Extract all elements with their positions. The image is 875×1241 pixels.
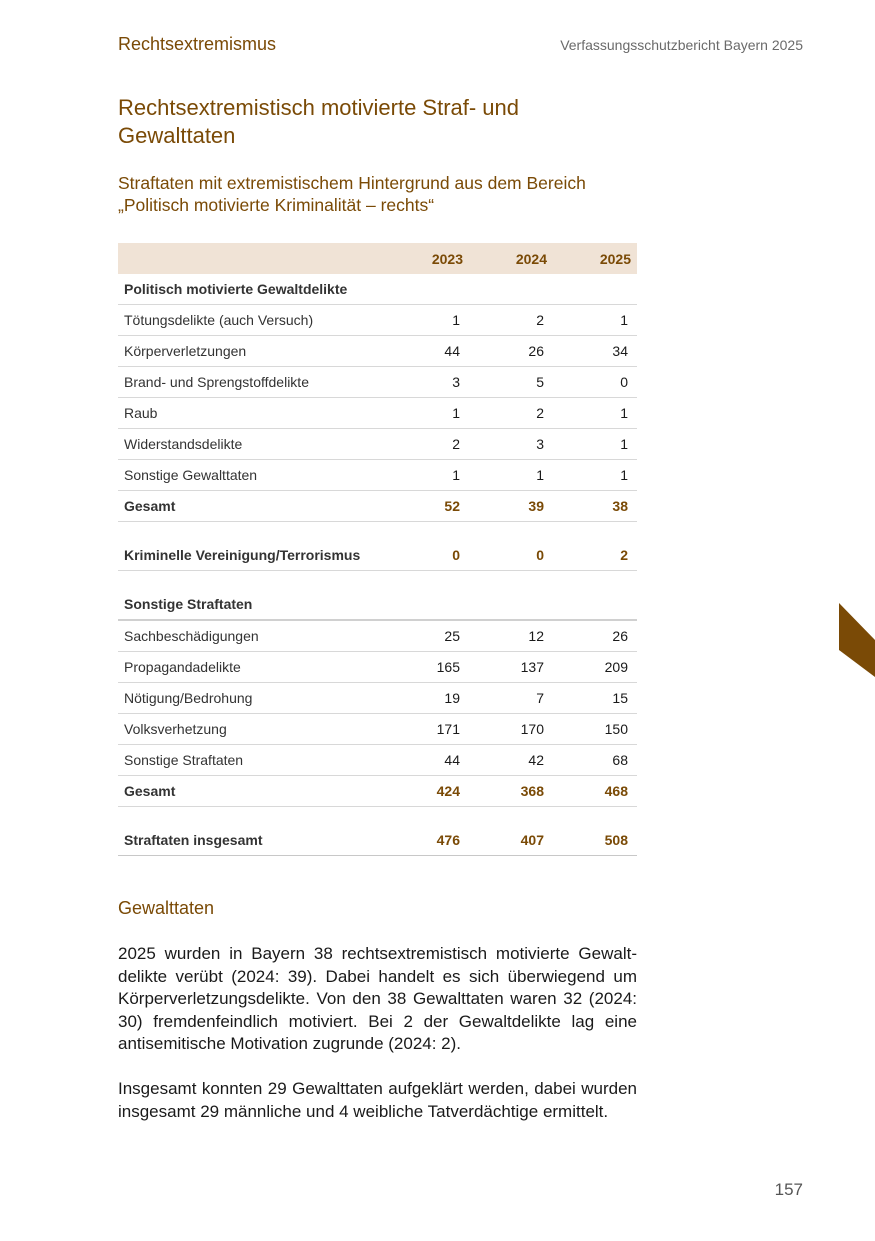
cell-value: 137: [469, 652, 553, 683]
cell-value: 44: [385, 745, 469, 776]
cell-value: 1: [385, 460, 469, 491]
cell-value: 3: [469, 429, 553, 460]
cell-value: 68: [553, 745, 637, 776]
row-label: Propagandadelikte: [118, 652, 385, 683]
row-label: Gesamt: [118, 491, 385, 522]
spacer-row: [118, 522, 637, 541]
cell-value: 368: [469, 776, 553, 807]
cell-value: 1: [553, 305, 637, 336]
cell-value: 1: [553, 398, 637, 429]
cell-value: 2: [553, 540, 637, 571]
spacer-cell: [118, 807, 637, 826]
row-label: Straftaten insgesamt: [118, 825, 385, 856]
table-row: [118, 305, 637, 336]
table-row: [118, 460, 637, 491]
row-label: Nötigung/Bedrohung: [118, 683, 385, 714]
table-row: [118, 367, 637, 398]
row-label: Kriminelle Vereinigung/Terrorismus: [118, 540, 385, 571]
row-label: Tötungsdelikte (auch Versuch): [118, 305, 385, 336]
row-label: Sachbeschädigungen: [118, 620, 385, 652]
cell-value: 407: [469, 825, 553, 856]
table-row: [118, 683, 637, 714]
section-row-other: [118, 589, 637, 620]
page-number: 157: [774, 1180, 803, 1199]
grand-total-row: [118, 825, 637, 856]
cell-value: 25: [385, 620, 469, 652]
year-header: 2023: [385, 243, 469, 274]
spacer-row: [118, 807, 637, 826]
cell-value: 39: [469, 491, 553, 522]
cell-value: 0: [469, 540, 553, 571]
cell-value: 12: [469, 620, 553, 652]
cell-value: 1: [385, 398, 469, 429]
row-label: Brand- und Sprengstoffdelikte: [118, 367, 385, 398]
row-label: Raub: [118, 398, 385, 429]
total-row-other: [118, 776, 637, 807]
table-row: [118, 429, 637, 460]
year-header: 2024: [469, 243, 553, 274]
cell-value: 38: [553, 491, 637, 522]
cell-value: 424: [385, 776, 469, 807]
cell-value: 26: [553, 620, 637, 652]
cell-value: 2: [469, 305, 553, 336]
cell-value: 468: [553, 776, 637, 807]
cell-value: 44: [385, 336, 469, 367]
section-row-violent: [118, 274, 637, 305]
table-row: [118, 652, 637, 683]
report-title: Verfassungsschutzbericht Bayern 2025: [560, 37, 803, 53]
cell-value: 52: [385, 491, 469, 522]
row-label: Sonstige Gewalttaten: [118, 460, 385, 491]
statistics-table: [118, 243, 637, 856]
cell-value: 15: [553, 683, 637, 714]
cell-value: 476: [385, 825, 469, 856]
cell-value: 19: [385, 683, 469, 714]
cell-value: 26: [469, 336, 553, 367]
terror-row: [118, 540, 637, 571]
section-heading: Gewalttaten: [118, 898, 215, 918]
cell-value: 7: [469, 683, 553, 714]
cell-value: 508: [553, 825, 637, 856]
table-row: [118, 336, 637, 367]
cell-value: 34: [553, 336, 637, 367]
section-title: Politisch motivierte Gewaltdelikte: [118, 274, 637, 305]
cell-value: 0: [553, 367, 637, 398]
cell-value: 1: [553, 460, 637, 491]
table-row: [118, 745, 637, 776]
cell-value: 2: [385, 429, 469, 460]
row-label: Volksverhetzung: [118, 714, 385, 745]
cell-value: 42: [469, 745, 553, 776]
cell-value: 1: [385, 305, 469, 336]
body-paragraph: 2025 wurden in Bayern 38 rechtsextremistisch motivierte Gewaltdelikte verübt (2024: 39). Dabei handelt es sich überwiegend um Körperverletzungsdelikte. Von den 38 Gewalttaten waren 32 (2024: 30) fremdenfeindlich motiviert. Bei 2 der Gewaltdelikte lag eine antisemitische Motivation zugrunde (2024: 2).: [118, 944, 637, 1053]
cell-value: 1: [469, 460, 553, 491]
body-paragraph: Insgesamt konnten 29 Gewalttaten aufgeklärt werden, dabei wurden insgesamt 29 männliche und 4 weibliche Tatverdächtige ermittelt.: [118, 1079, 637, 1121]
page-title: Rechtsextremistisch motivierte Straf- und Gewalttaten: [118, 95, 520, 148]
cell-value: 2: [469, 398, 553, 429]
table-row: [118, 398, 637, 429]
section-title: Sonstige Straftaten: [118, 589, 637, 620]
total-row-violent: [118, 491, 637, 522]
table-header-row: [118, 243, 637, 274]
table-subtitle: Straftaten mit extremistischem Hintergrund aus dem Bereich „Politisch motivierte Kriminalität – rechts“: [118, 173, 586, 215]
spacer-cell: [118, 522, 637, 541]
spacer-row: [118, 571, 637, 590]
row-label: Gesamt: [118, 776, 385, 807]
cell-value: 209: [553, 652, 637, 683]
cell-value: 1: [553, 429, 637, 460]
running-head: Rechtsextremismus: [118, 34, 277, 54]
row-label: Sonstige Straftaten: [118, 745, 385, 776]
year-header: 2025: [553, 243, 637, 274]
table-row: [118, 620, 637, 652]
row-label: Widerstandsdelikte: [118, 429, 385, 460]
row-label: Körperverletzungen: [118, 336, 385, 367]
chapter-tab-marker-icon: [839, 603, 875, 677]
spacer-cell: [118, 571, 637, 590]
cell-value: 150: [553, 714, 637, 745]
cell-value: 5: [469, 367, 553, 398]
cell-value: 170: [469, 714, 553, 745]
header-label-cell: [118, 243, 385, 274]
cell-value: 165: [385, 652, 469, 683]
cell-value: 171: [385, 714, 469, 745]
cell-value: 0: [385, 540, 469, 571]
table-row: [118, 714, 637, 745]
cell-value: 3: [385, 367, 469, 398]
